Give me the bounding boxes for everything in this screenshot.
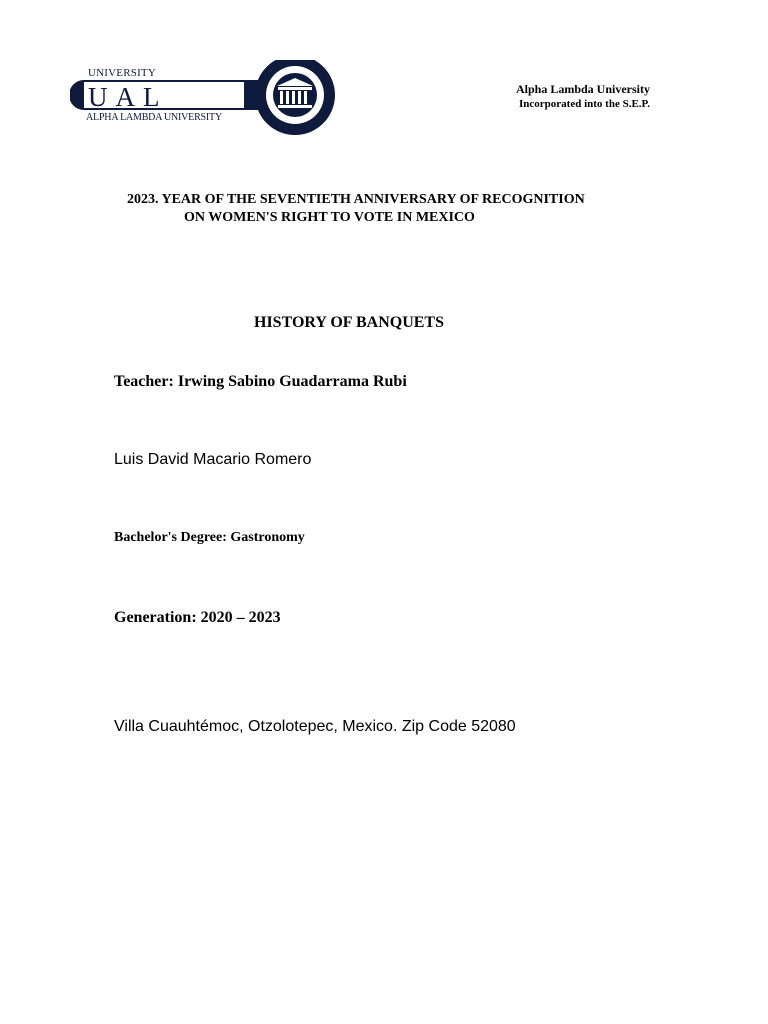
institution-subtitle: Incorporated into the S.E.P. — [519, 98, 650, 110]
university-logo — [70, 60, 340, 135]
student-name: Luis David Macario Romero — [114, 451, 312, 468]
institution-name: Alpha Lambda University — [515, 82, 650, 96]
anniversary-line-2: ON WOMEN'S RIGHT TO VOTE IN MEXICO — [184, 210, 475, 225]
logo-initials: UAL — [88, 82, 168, 112]
anniversary-line-1: 2023. YEAR OF THE SEVENTIETH ANNIVERSARY OF RECOGNITION — [127, 192, 585, 207]
generation-line: Generation: 2020 – 2023 — [114, 609, 281, 626]
address-line: Villa Cuauhtémoc, Otzolotepec, Mexico. Zip Code 52080 — [114, 718, 516, 735]
anniversary-heading — [127, 191, 627, 227]
degree-line: Bachelor's Degree: Gastronomy — [114, 530, 305, 545]
teacher-line: Teacher: Irwing Sabino Guadarrama Rubi — [114, 373, 407, 390]
institution-header — [516, 82, 650, 111]
logo-bottom-text: ALPHA LAMBDA UNIVERSITY — [86, 112, 222, 123]
logo-top-text: UNIVERSITY — [88, 67, 156, 79]
document-title: HISTORY OF BANQUETS — [254, 314, 444, 331]
